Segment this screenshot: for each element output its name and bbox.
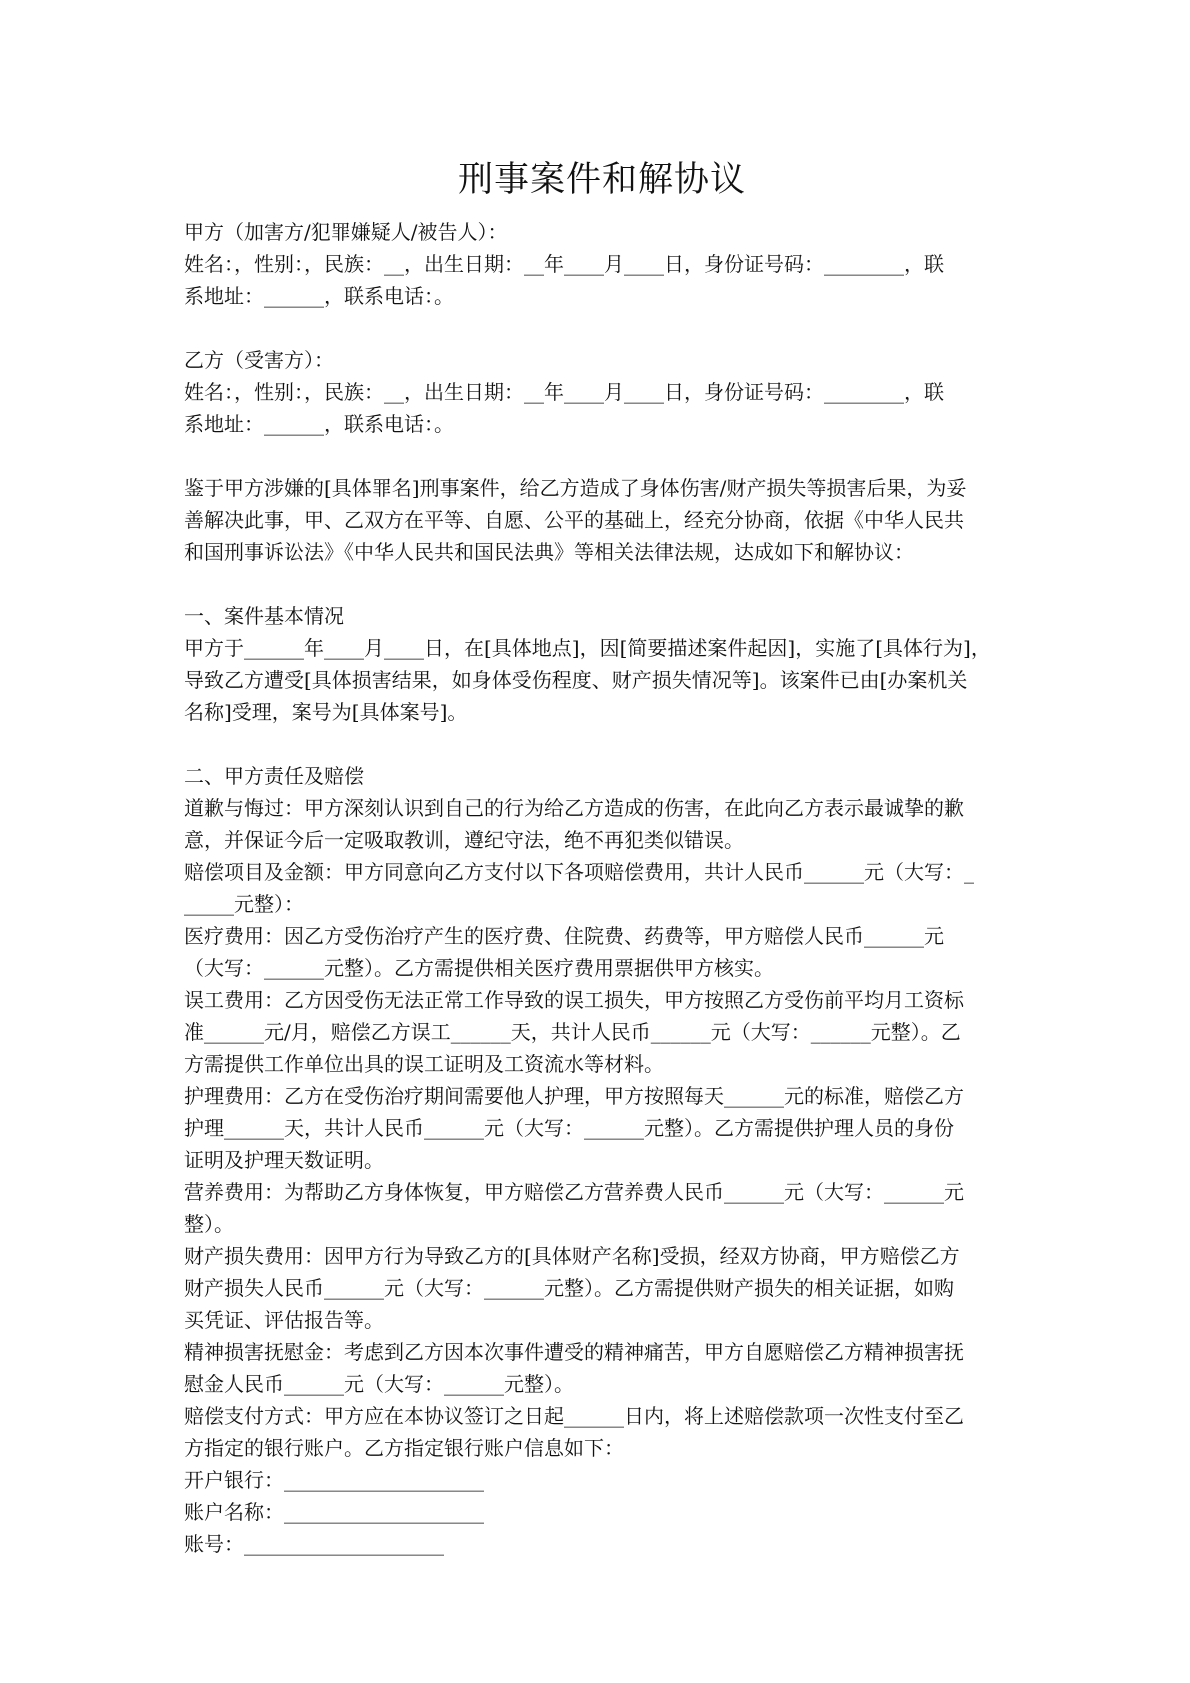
section-3	[184, 472, 1020, 568]
paragraph-line: 甲方于______年____月____日，在[具体地点]，因[简要描述案件起因]，实施了[具体行为]，	[184, 636, 991, 660]
paragraph-line: 甲方（加害方/犯罪嫌疑人/被告人）：	[184, 220, 508, 244]
paragraph-line: 医疗费用：因乙方受伤治疗产生的医疗费、住院费、药费等，甲方赔偿人民币______元	[184, 924, 944, 948]
paragraph-line: 准______元/月，赔偿乙方误工______天，共计人民币______元（大写：______元整）。乙	[184, 1020, 961, 1044]
paragraph-line: 鉴于甲方涉嫌的[具体罪名]刑事案件，给乙方造成了身体伤害/财产损失等损害后果，为妥	[184, 476, 967, 500]
section-2	[184, 344, 1020, 440]
paragraph-line: 姓名：，性别：，民族：__，出生日期：__年____月____日，身份证号码：________，联	[184, 252, 944, 276]
paragraph-line: 赔偿项目及金额：甲方同意向乙方支付以下各项赔偿费用，共计人民币______元（大写：_	[184, 860, 974, 884]
paragraph-line: 和国刑事诉讼法》《中华人民共和国民法典》等相关法律法规，达成如下和解协议：	[184, 540, 914, 564]
paragraph-line: 护理费用：乙方在受伤治疗期间需要他人护理，甲方按照每天______元的标准，赔偿乙方	[184, 1084, 964, 1108]
paragraph-line: 买凭证、评估报告等。	[184, 1308, 384, 1332]
section-gap	[184, 568, 1020, 600]
paragraph-line: 营养费用：为帮助乙方身体恢复，甲方赔偿乙方营养费人民币______元（大写：______元	[184, 1180, 964, 1204]
document-body	[184, 216, 1020, 1560]
paragraph-line: 系地址：______，联系电话：。	[184, 412, 454, 436]
section-4	[184, 600, 1020, 728]
paragraph-line: 账号：____________________	[184, 1532, 444, 1556]
paragraph-line: 意，并保证今后一定吸取教训，遵纪守法，绝不再犯类似错误。	[184, 828, 744, 852]
paragraph-line: （大写：______元整）。乙方需提供相关医疗费用票据供甲方核实。	[184, 956, 774, 980]
document-title: 刑事案件和解协议	[457, 160, 746, 200]
paragraph-line: 慰金人民币______元（大写：______元整）。	[184, 1372, 574, 1396]
paragraph-line: 二、甲方责任及赔偿	[184, 764, 364, 788]
paragraph-line: 财产损失费用：因甲方行为导致乙方的[具体财产名称]受损，经双方协商，甲方赔偿乙方	[184, 1244, 960, 1268]
paragraph-line: 乙方（受害方）：	[184, 348, 334, 372]
paragraph-line: 赔偿支付方式：甲方应在本协议签订之日起______日内，将上述赔偿款项一次性支付至乙	[184, 1404, 964, 1428]
paragraph-line: 善解决此事，甲、乙双方在平等、自愿、公平的基础上，经充分协商，依据《中华人民共	[184, 508, 964, 532]
paragraph-line: 导致乙方遭受[具体损害结果，如身体受伤程度、财产损失情况等]。该案件已由[办案机关	[184, 668, 968, 692]
paragraph-line: 方指定的银行账户。乙方指定银行账户信息如下：	[184, 1436, 624, 1460]
section-1	[184, 216, 1020, 312]
section-gap	[184, 440, 1020, 472]
paragraph-line: 道歉与悔过：甲方深刻认识到自己的行为给乙方造成的伤害，在此向乙方表示最诚挚的歉	[184, 796, 964, 820]
paragraph-line: 姓名：，性别：，民族：__，出生日期：__年____月____日，身份证号码：________，联	[184, 380, 944, 404]
paragraph-line: 开户银行：____________________	[184, 1468, 484, 1492]
paragraph-line: 方需提供工作单位出具的误工证明及工资流水等材料。	[184, 1052, 664, 1076]
paragraph-line: 精神损害抚慰金：考虑到乙方因本次事件遭受的精神痛苦，甲方自愿赔偿乙方精神损害抚	[184, 1340, 964, 1364]
section-gap	[184, 312, 1020, 344]
paragraph-line: 误工费用：乙方因受伤无法正常工作导致的误工损失，甲方按照乙方受伤前平均月工资标	[184, 988, 964, 1012]
paragraph-line: 账户名称：____________________	[184, 1500, 484, 1524]
paragraph-line: _____元整）：	[184, 892, 304, 916]
paragraph-line: 证明及护理天数证明。	[184, 1148, 384, 1172]
paragraph-line: 一、案件基本情况	[184, 604, 344, 628]
section-gap	[184, 728, 1020, 760]
paragraph-line: 系地址：______，联系电话：。	[184, 284, 454, 308]
paragraph-line: 名称]受理，案号为[具体案号]。	[184, 700, 468, 724]
section-5	[184, 760, 1020, 1560]
paragraph-line: 护理______天，共计人民币______元（大写：______元整）。乙方需提供护理人员的身份	[184, 1116, 954, 1140]
paragraph-line: 财产损失人民币______元（大写：______元整）。乙方需提供财产损失的相关证据，如购	[184, 1276, 954, 1300]
paragraph-line: 整）。	[184, 1212, 234, 1236]
